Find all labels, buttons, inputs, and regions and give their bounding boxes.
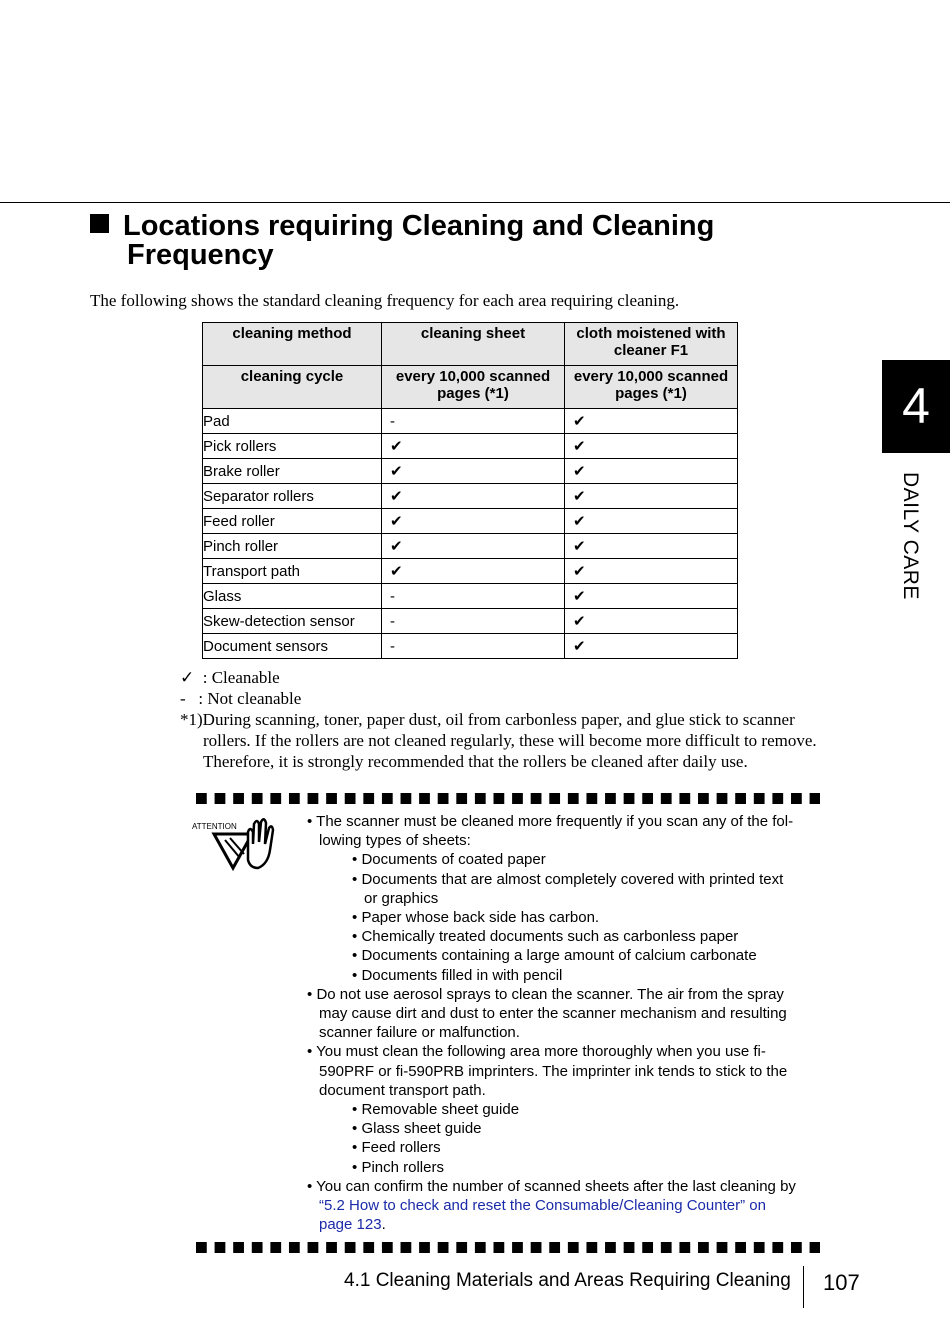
table-row <box>203 559 738 584</box>
list-item: • The scanner must be cleaned more frequently if you scan any of the fol- <box>307 813 794 830</box>
table-row <box>203 634 738 659</box>
cross-reference-link[interactable]: “5.2 How to check and reset the Consumable/Cleaning Counter” on <box>319 1197 766 1215</box>
footnote-mark: *1) <box>180 710 203 729</box>
intro-text: The following shows the standard cleaning frequency for each area requiring cleaning. <box>90 291 680 310</box>
footnote: *1)During scanning, toner, paper dust, oil from carbonless paper, and glue stick to scanner rollers. If the rollers are not cleaned regularly, these will become more difficult to remove. Therefore, it is strongly recommended that the rollers be cleaned after daily use. <box>180 710 817 771</box>
location-cell: Document sensors <box>203 634 382 659</box>
sheet-cell: ✔ <box>382 509 565 534</box>
section-heading: Locations requiring Cleaning and Cleaning Frequency <box>90 212 714 270</box>
sheet-cell: - <box>382 584 565 609</box>
cloth-cell: ✔ <box>565 634 738 659</box>
cloth-cell: ✔ <box>565 409 738 434</box>
footer-section-title: 4.1 Cleaning Materials and Areas Requiring Cleaning <box>344 1270 791 1291</box>
header-cell: every 10,000 scanned pages (*1) <box>382 366 565 409</box>
location-cell: Pad <box>203 409 382 434</box>
square-bullet-icon <box>90 214 109 233</box>
list-item: • Feed rollers <box>352 1139 441 1157</box>
table-row <box>203 584 738 609</box>
table-header-row <box>203 366 738 409</box>
location-cell: Pinch roller <box>203 534 382 559</box>
sheet-cell: ✔ <box>382 434 565 459</box>
sheet-cell: ✔ <box>382 459 565 484</box>
cloth-cell: ✔ <box>565 559 738 584</box>
top-rule <box>0 202 950 203</box>
list-item: • Glass sheet guide <box>352 1120 482 1138</box>
list-item: • Documents containing a large amount of calcium carbonate <box>352 947 757 965</box>
sheet-cell: - <box>382 634 565 659</box>
list-item: • You can confirm the number of scanned sheets after the last cleaning by <box>307 1177 796 1195</box>
header-cell: cloth moistened with cleaner F1 <box>565 323 738 366</box>
location-cell: Separator rollers <box>203 484 382 509</box>
list-item: • Paper whose back side has carbon. <box>352 909 600 927</box>
header-cell: cleaning method <box>203 323 382 366</box>
table-row <box>203 609 738 634</box>
table-row <box>203 534 738 559</box>
sheet-cell: ✔ <box>382 484 565 509</box>
cloth-cell: ✔ <box>565 484 738 509</box>
cloth-cell: ✔ <box>565 459 738 484</box>
table-row <box>203 459 738 484</box>
sheet-cell: ✔ <box>382 559 565 584</box>
sheet-cell: - <box>382 609 565 634</box>
list-item: • Documents of coated paper <box>352 851 546 869</box>
list-item: • Documents filled in with pencil <box>352 966 563 984</box>
chapter-label: DAILY CARE <box>899 472 922 600</box>
legend-not-cleanable: - : Not cleanable <box>180 689 302 708</box>
location-cell: Skew-detection sensor <box>203 609 382 634</box>
location-cell: Feed roller <box>203 509 382 534</box>
list-item: • You must clean the following area more thoroughly when you use fi- <box>307 1043 766 1061</box>
cleaning-frequency-table <box>202 322 738 659</box>
cloth-cell: ✔ <box>565 509 738 534</box>
table-row <box>203 409 738 434</box>
footer-divider <box>803 1266 804 1308</box>
check-icon: ✓ <box>180 668 195 687</box>
location-cell: Glass <box>203 584 382 609</box>
cloth-cell: ✔ <box>565 534 738 559</box>
header-cell: cleaning cycle <box>203 366 382 409</box>
table-header-row <box>203 323 738 366</box>
attention-notes: • The scanner must be cleaned more frequently if you scan any of the fol- lowing types of sheets: • Documents of coated paper • Documents that are almost completely covered with printed text or graphics • Paper whose back side has carbon. • Chemically treated documents such as carbonless paper • Documents containing a large amount of calcium carbonate • Documents filled in with pencil • Do not use aerosol sprays to clean the scanner. The air from the spray may cause dirt and dust to enter the scanner mechanism and resulting scanner failure or malfunction. • You must clean the following area more thoroughly when you use fi- 590PRF or fi-590PRB imprinters. The imprinter ink tends to stick to the document transport path. • Removable sheet guide • Glass sheet guide • Feed rollers • Pinch rollers • You can confirm the number of scanned sheets after the last cleaning by “5.2 How to check and reset the Consumable/Cleaning Counter” on page 123. <box>307 812 837 1234</box>
list-item: • Removable sheet guide <box>352 1101 520 1119</box>
table-row <box>203 509 738 534</box>
list-item: • Documents that are almost completely covered with printed text <box>352 870 784 888</box>
divider-dots <box>196 793 820 805</box>
table-row <box>203 484 738 509</box>
hand-warning-icon <box>192 814 282 874</box>
chapter-tab: 4 <box>882 360 950 453</box>
sheet-cell: ✔ <box>382 534 565 559</box>
location-cell: Pick rollers <box>203 434 382 459</box>
list-item: • Do not use aerosol sprays to clean the scanner. The air from the spray <box>307 985 784 1003</box>
table-row <box>203 434 738 459</box>
attention-icon: ATTENTION <box>192 814 282 874</box>
sheet-cell: - <box>382 409 565 434</box>
location-cell: Transport path <box>203 559 382 584</box>
cloth-cell: ✔ <box>565 584 738 609</box>
page-reference-link[interactable]: page 123 <box>319 1216 382 1234</box>
divider-dots <box>196 1242 820 1254</box>
cloth-cell: ✔ <box>565 609 738 634</box>
list-item: • Pinch rollers <box>352 1158 444 1176</box>
header-cell: cleaning sheet <box>382 323 565 366</box>
dash-icon: - <box>180 689 186 708</box>
cloth-cell: ✔ <box>565 434 738 459</box>
legend-cleanable: ✓ : Cleanable <box>180 668 280 687</box>
list-item: • Chemically treated documents such as carbonless paper <box>352 928 739 946</box>
header-cell: every 10,000 scanned pages (*1) <box>565 366 738 409</box>
page-number: 107 <box>823 1270 860 1295</box>
location-cell: Brake roller <box>203 459 382 484</box>
